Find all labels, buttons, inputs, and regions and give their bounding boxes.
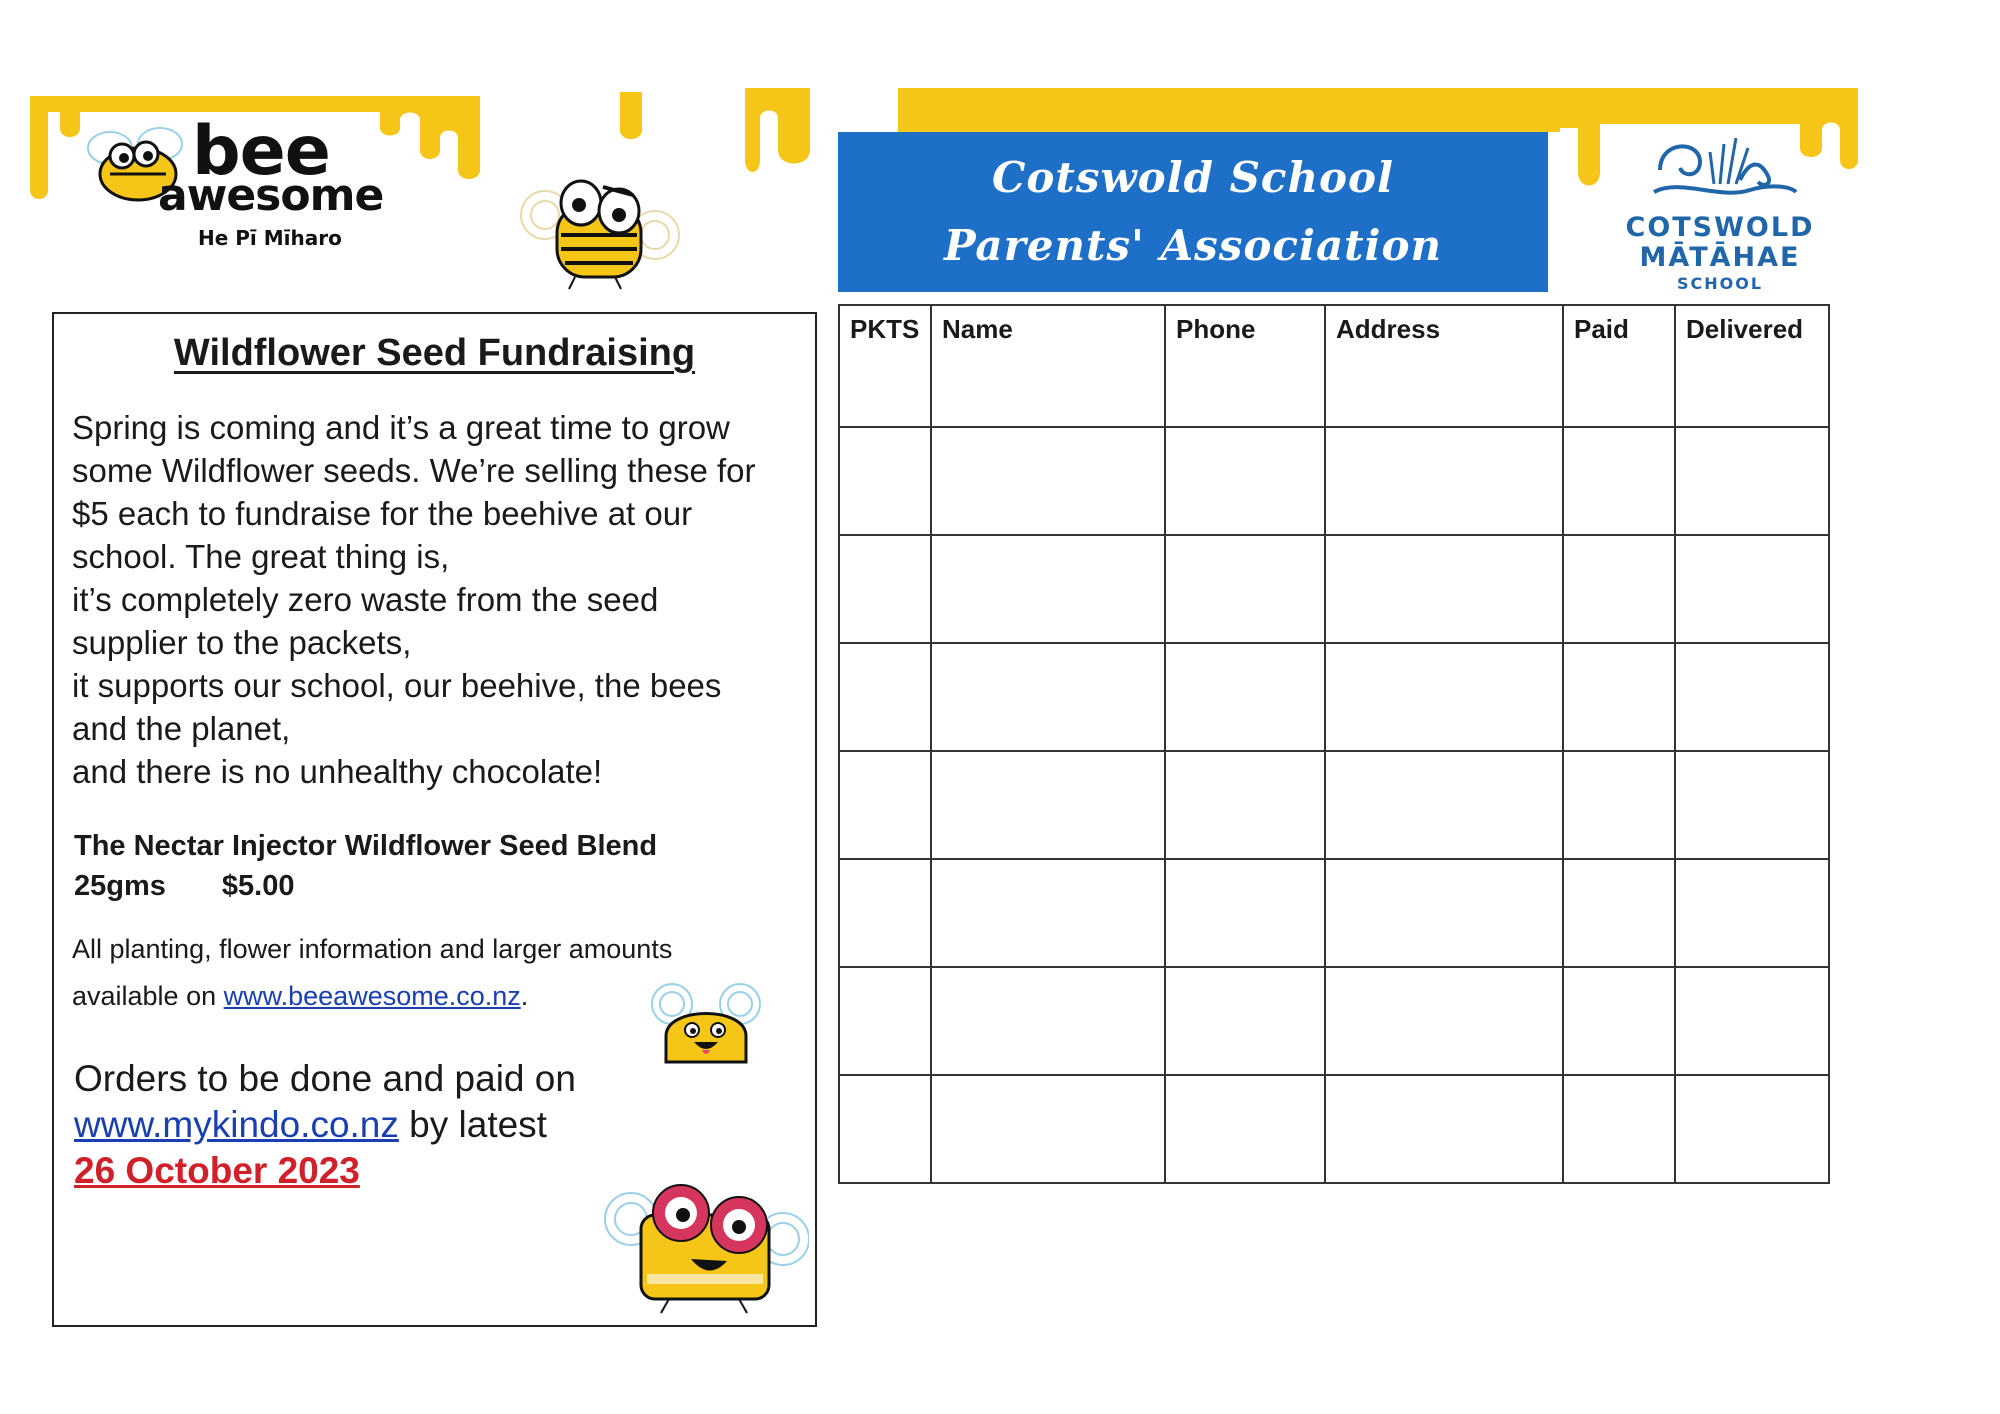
info-body-line: it supports our school, our beehive, the bees [72,667,722,704]
cell-delivered[interactable] [1675,427,1829,535]
product-price: $5.00 [221,870,295,902]
cell-delivered[interactable] [1675,535,1829,643]
column-header-pkts: PKTS [839,305,931,427]
cell-paid[interactable] [1563,967,1675,1075]
cell-name[interactable] [931,751,1165,859]
table-row [839,967,1829,1075]
glasses-bee-icon [599,1169,809,1319]
column-header-address: Address [1325,305,1563,427]
cell-phone[interactable] [1165,859,1325,967]
logo-word-bee: bee [192,112,330,191]
banner-line2: Parents' Association [943,221,1443,270]
cell-phone[interactable] [1165,1075,1325,1183]
cell-delivered[interactable] [1675,751,1829,859]
table-row [839,643,1829,751]
cell-name[interactable] [931,427,1165,535]
cell-delivered[interactable] [1675,1075,1829,1183]
cell-phone[interactable] [1165,535,1325,643]
cell-pkts[interactable] [839,967,931,1075]
cell-delivered[interactable] [1675,859,1829,967]
cell-address[interactable] [1325,535,1563,643]
cell-address[interactable] [1325,1075,1563,1183]
info-title: Wildflower Seed Fundraising [173,332,696,374]
school-logo [1620,130,1820,300]
school-name-line1: COTSWOLD [1625,212,1815,243]
info-body-line: it’s completely zero waste from the seed [72,581,659,618]
banner-line1: Cotswold School [991,153,1395,202]
info-body-line: school. The great thing is, [72,538,450,575]
cell-pkts[interactable] [839,859,931,967]
product-name: The Nectar Injector Wildflower Seed Blend [74,830,658,862]
orders-line1: Orders to be done and paid on [74,1058,576,1099]
product-price-row [74,866,657,906]
cell-address[interactable] [1325,751,1563,859]
table-row [839,751,1829,859]
info-body-line: some Wildflower seeds. We’re selling these for [72,452,756,489]
cell-paid[interactable] [1563,1075,1675,1183]
info-body-line: and the planet, [72,710,291,747]
cell-phone[interactable] [1165,967,1325,1075]
logo-tagline: He Pī Mīharo [198,226,342,250]
bee-awesome-logo [80,108,460,258]
info-body-line: supplier to the packets, [72,624,412,661]
cell-delivered[interactable] [1675,643,1829,751]
cell-pkts[interactable] [839,643,931,751]
info-body [72,406,802,793]
school-name-line2: MĀTĀHAE [1639,242,1801,273]
cell-phone[interactable] [1165,643,1325,751]
beeawesome-link[interactable]: www.beeawesome.co.nz [223,981,521,1011]
column-header-phone: Phone [1165,305,1325,427]
striped-bee-icon [515,165,685,295]
orders-line2: www.mykindo.co.nz by latest [74,1104,547,1145]
more-info-line1: All planting, flower information and larger amounts [72,934,673,964]
table-header-row [839,305,1829,427]
orders-deadline: 26 October 2023 [74,1150,360,1191]
wave-emblem-icon [1640,130,1800,210]
cell-name[interactable] [931,967,1165,1075]
table-row [839,1075,1829,1183]
more-info-line2: available on www.beeawesome.co.nz. [72,981,529,1011]
cell-address[interactable] [1325,643,1563,751]
info-body-line: Spring is coming and it’s a great time to grow [72,409,730,446]
cell-paid[interactable] [1563,643,1675,751]
mykindo-link[interactable]: www.mykindo.co.nz [74,1104,399,1145]
cell-name[interactable] [931,643,1165,751]
orders-info [74,1056,576,1194]
cell-phone[interactable] [1165,427,1325,535]
table-row [839,859,1829,967]
pta-banner [838,132,1548,292]
cell-paid[interactable] [1563,751,1675,859]
cell-pkts[interactable] [839,1075,931,1183]
order-table-body [839,427,1829,1183]
table-row [839,535,1829,643]
column-header-paid: Paid [1563,305,1675,427]
cell-paid[interactable] [1563,535,1675,643]
cell-paid[interactable] [1563,427,1675,535]
smiling-bee-icon [646,976,766,1076]
cell-delivered[interactable] [1675,967,1829,1075]
product-info [74,826,657,906]
cell-address[interactable] [1325,967,1563,1075]
logo-word-awesome: awesome [158,170,384,221]
table-row [839,427,1829,535]
info-body-line: and there is no unhealthy chocolate! [72,753,603,790]
cell-name[interactable] [931,859,1165,967]
cell-pkts[interactable] [839,427,931,535]
cell-paid[interactable] [1563,859,1675,967]
cell-name[interactable] [931,535,1165,643]
info-body-line: $5 each to fundraise for the beehive at our [72,495,693,532]
column-header-name: Name [931,305,1165,427]
product-size: 25gms [74,870,166,902]
order-table [838,304,1830,1184]
school-name-line3: SCHOOL [1676,274,1764,293]
cell-address[interactable] [1325,859,1563,967]
cell-pkts[interactable] [839,535,931,643]
cell-phone[interactable] [1165,751,1325,859]
fundraising-info-box [52,312,817,1327]
cell-name[interactable] [931,1075,1165,1183]
column-header-delivered: Delivered [1675,305,1829,427]
cell-address[interactable] [1325,427,1563,535]
cell-pkts[interactable] [839,751,931,859]
